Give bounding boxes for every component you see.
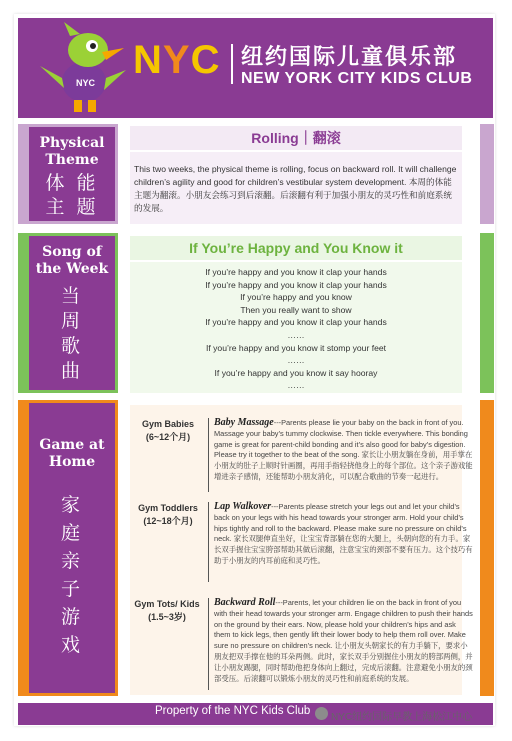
song-label-en: Song of the Week [35, 244, 109, 277]
song-label-cn-2: 周 [60, 310, 83, 332]
game-left-stripe [18, 400, 26, 696]
game-item-tots [130, 596, 473, 694]
lyric-line-4: Then you really want to show [240, 304, 352, 315]
game-group-tots: Gym Tots/ Kids [134, 599, 200, 609]
game-age-babies: (6~12个月) [145, 432, 191, 442]
wechat-watermark-icon [315, 707, 328, 720]
game-label-en: Game at Home [39, 437, 105, 470]
physical-label-cn-2: 能 [76, 172, 99, 194]
logo-english-name: NEW YORK CITY KIDS CLUB [241, 70, 473, 87]
game-age-tots: (1.5~3岁) [148, 612, 186, 622]
game-label-cn-1: 家 [60, 494, 83, 516]
game-label-cn-4: 子 [60, 578, 83, 600]
physical-label-cn-4: 题 [76, 196, 99, 218]
game-name-toddlers: Lap Walkover [214, 501, 272, 512]
nyc-logo-text: NYC [133, 38, 221, 82]
lyric-line-3: If you’re happy and you know [240, 292, 352, 303]
song-label-cn-1: 当 [60, 285, 83, 307]
game-label-cn-6: 戏 [60, 634, 83, 656]
game-divider-3 [208, 598, 209, 690]
game-label-cn-3: 亲 [60, 550, 83, 572]
game-right-stripe [480, 400, 494, 696]
physical-label-cn-3: 主 [45, 196, 68, 218]
game-desc-tots [214, 598, 474, 684]
physical-description: This two weeks, the physical theme is rolling, focus on backward roll. It will challenge children’s agility and good for children’s vestibular system development. 本周的体能主题为翻滚。小朋友会练习到后滚翻。后滚翻有利于加强小朋友的灵巧性和前庭系统的发展。 [134, 164, 457, 213]
song-title: If You’re Happy and You Know it [130, 236, 462, 260]
game-divider-1 [208, 418, 209, 492]
lyric-line-9: If you’re happy and you know it say hooray [214, 367, 378, 378]
game-label-cn-2: 庭 [60, 522, 83, 544]
svg-text:NYC: NYC [76, 78, 96, 88]
game-label-cn-5: 游 [60, 606, 83, 628]
watermark-text: NYC纽约国际早教上海松江中心 [331, 712, 473, 723]
game-text-tots: ---Parents, let your children lie on the back in front of you with their head towards your stronger arm. Engage children to push their hands on the ground by their ears. Now, please hold your children’s hips and ask them to kick legs, then gently lift their lower body to help them roll over. Make sure no pressure on children’s neck. 让小朋友头朝家长的有力手躺下，要求小朋友把双手撑在他的耳朵两侧。此时，家长双手分别握住小朋友的胯部两侧，并让小朋友踢腿，同时帮助他把身体向上翻过，完成后滚翻。注意避免小朋友的颈部受压。后滚翻可以锻炼小朋友的灵巧性和前庭系统的发展。 [214, 598, 473, 683]
game-item-babies [130, 416, 473, 496]
game-text-babies: ---Parents please lie your baby on the back in front of you. Massage your baby’s tummy clockwise. Then tickle everywhere. This bonding game is great for parent-child bonding and it’s also good for baby’s digestion. Please try it together to the beat of the song. 家长让小朋友躺在身前，用手掌在小朋友的肚子上顺时针画圈，再用手指轻挠他身上的每个部位。这个亲子游戏能增进亲子感情，还能帮助小朋友消化，可以配合歌曲的节奏一起进行。 [214, 418, 473, 481]
song-label-cn-3: 歌 [60, 335, 83, 357]
game-item-toddlers [130, 500, 473, 592]
physical-label-en: Physical Theme [39, 135, 105, 168]
lyric-line-10: …… [287, 380, 305, 391]
song-label-cn-4: 曲 [60, 360, 83, 382]
game-group-toddlers: Gym Toddlers [138, 503, 198, 513]
song-right-stripe [480, 233, 494, 393]
physical-right-stripe [480, 124, 494, 224]
physical-theme-label [26, 124, 118, 224]
physical-left-stripe [18, 124, 26, 224]
physical-title: Rolling｜翻滚 [130, 126, 462, 150]
game-name-tots: Backward Roll [214, 597, 276, 608]
game-divider-2 [208, 502, 209, 582]
lyric-line-8: …… [287, 355, 305, 366]
logo-divider [231, 44, 233, 84]
logo-chinese-name: 纽约国际儿童俱乐部 [241, 45, 458, 70]
game-desc-babies [214, 418, 474, 483]
lyric-line-2: If you’re happy and you know it clap your hands [205, 279, 387, 290]
game-name-babies: Baby Massage [214, 417, 274, 428]
lyric-line-6: …… [287, 329, 305, 340]
song-lyrics [130, 266, 462, 392]
lyric-line-5: If you’re happy and you know it clap your hands [205, 317, 387, 328]
physical-label-cn-1: 体 [45, 172, 68, 194]
song-label [26, 233, 118, 393]
lyric-line-1: If you’re happy and you know it clap your hands [205, 267, 387, 277]
game-desc-toddlers [214, 502, 474, 567]
lyric-line-7: If you’re happy and you know it stomp your feet [205, 342, 387, 353]
game-group-babies: Gym Babies [141, 419, 195, 429]
game-text-toddlers: ---Parents please stretch your legs out and let your child’s back on your legs with his head towards your stronger arm. Hold your child’s hips tightly and roll to the backward. Please make sure no pressure on child’s neck. 家长双腿伸直坐好，让宝宝背部躺在您的大腿上，头朝向您的有力手。家长双手握住宝宝胯部帮助其做后滚翻，注意宝宝的颈部不要有压力。这个技巧有助于小朋友的内耳前庭和灵巧性。 [214, 502, 473, 565]
mascot-bird-logo [40, 22, 128, 114]
footer-property-text: Property of the NYC Kids Club [155, 705, 311, 717]
game-age-toddlers: (12~18个月) [143, 516, 193, 526]
game-label [26, 400, 118, 696]
song-left-stripe [18, 233, 26, 393]
